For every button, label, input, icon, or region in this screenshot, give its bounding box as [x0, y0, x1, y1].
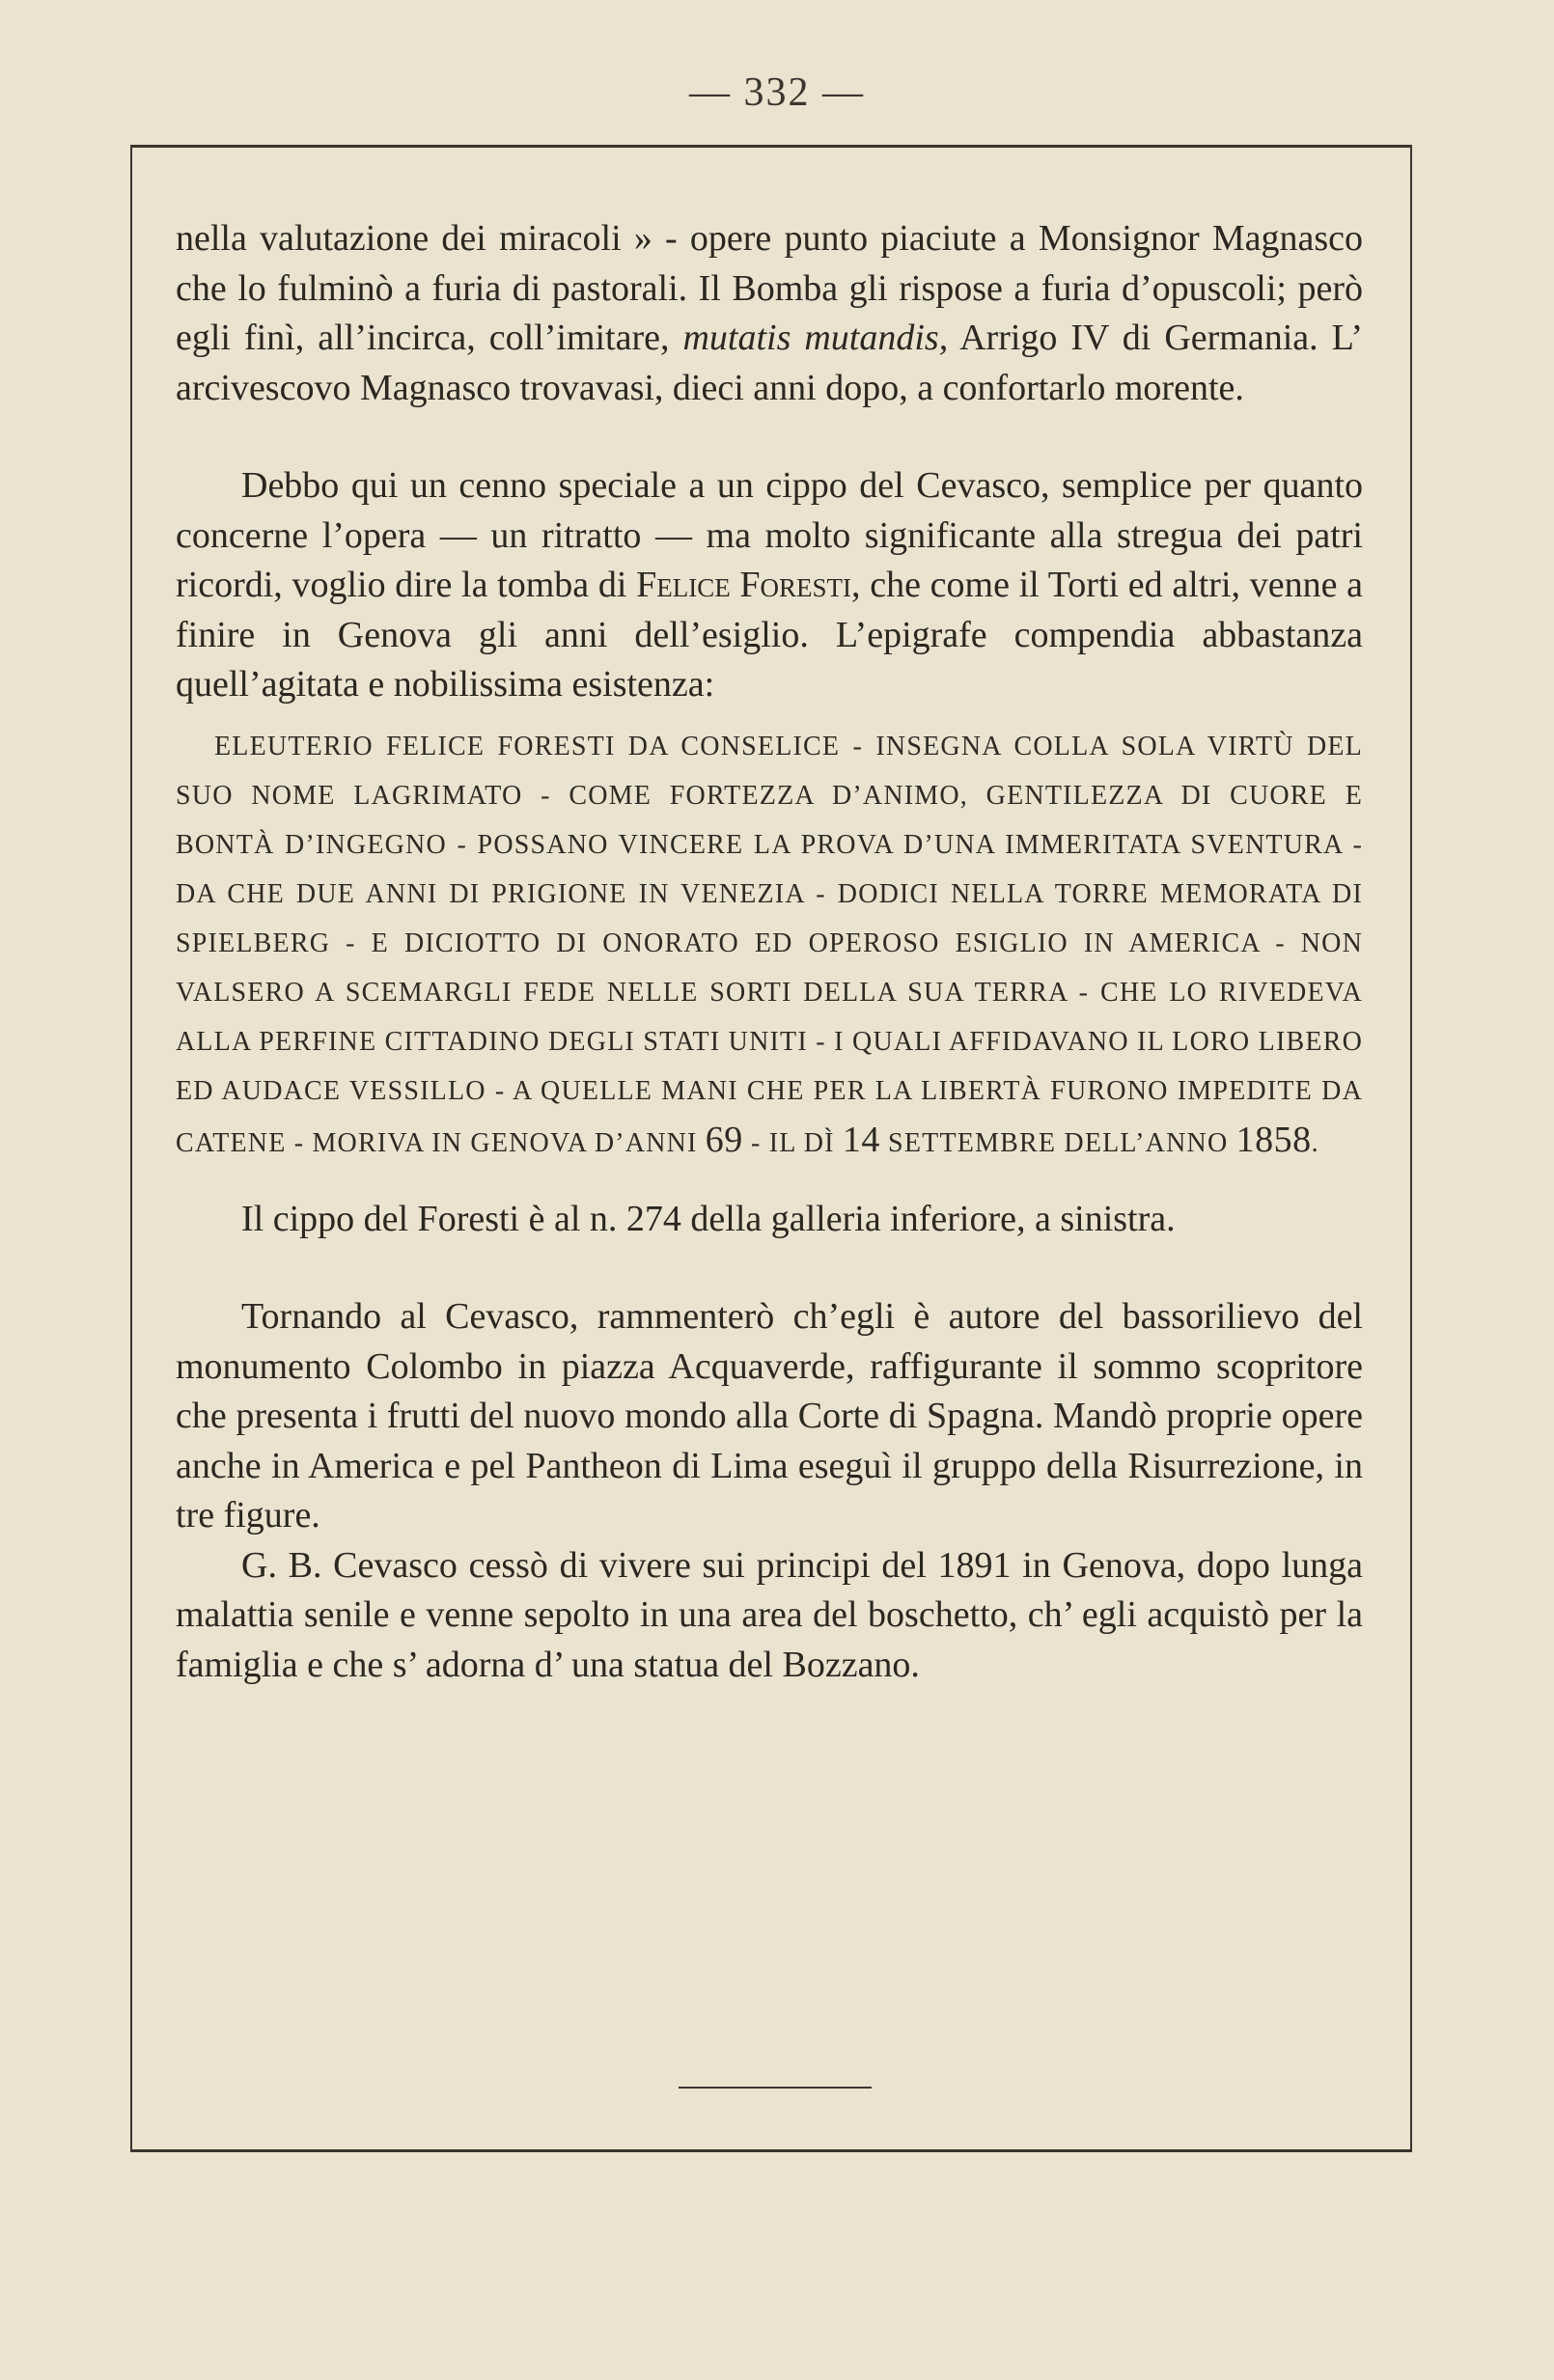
epigraph-text-2: - IL DÌ: [742, 1127, 843, 1158]
epigraph-text-3: SETTEMBRE DELL’ANNO: [879, 1127, 1236, 1158]
paragraph-cippo-location: Il cippo del Foresti è al n. 274 della galleria inferiore, a sinistra.: [241, 1198, 1176, 1239]
paragraph-cevasco-death: G. B. Cevasco cessò di vivere sui principi del 1891 in Genova, dopo lunga malattia senile e venne sepolto in una area del boschetto, ch’ egli acquistò per la famiglia e che s’ adorna d’ una statua del Bozzano.: [176, 1544, 1363, 1685]
paragraph-opening: [176, 214, 1363, 413]
epigraph-text: ELEUTERIO FELICE FORESTI DA CONSELICE - INSEGNA COLLA SOLA VIRTÙ DEL SUO NOME LAGRIMATO - COME FORTEZZA D’ANIMO, GENTILEZZA DI CUORE E BONTÀ D’INGEGNO - POSSANO VINCERE LA PROVA D’UNA IMMERITATA SVENTURA - DA CHE DUE ANNI DI PRIGIONE IN VENEZIA - DODICI NELLA TORRE MEMORATA DI SPIELBERG - E DICIOTTO DI ONORATO ED OPEROSO ESIGLIO IN AMERICA - NON VALSERO A SCEMARGLI FEDE NELLE SORTI DELLA SUA TERRA - CHE LO RIVEDEVA ALLA PERFINE CITTADINO DEGLI STATI UNITI - I QUALI AFFIDAVANO IL LORO LIBERO ED AUDACE VESSILLO - A QUELLE MANI CHE PER LA LIBERTÀ FURONO IMPEDITE DA CATENE - MORIVA IN GENOVA D’ANNI: [176, 731, 1363, 1158]
epigraph-age: 69: [705, 1119, 743, 1160]
paragraph-foresti-text: Debbo qui un cenno speciale a un cippo del Cevasco, semplice per quanto concerne l’opera — un ritratto — ma molto significante alla stregua dei patri ricordi, voglio dire la tomba di: [176, 465, 1363, 605]
epigraph-year: 1858: [1235, 1119, 1312, 1160]
latin-phrase: mutatis mutandis,: [682, 318, 949, 358]
epigraph: [176, 722, 1363, 1168]
paragraph-colombo-monument: Tornando al Cevasco, rammenterò ch’egli è autore del bassorilievo del monumento Colombo in piazza Acquaverde, raffigurante il sommo scopritore che presenta i frutti del nuovo mondo alla Corte di Spagna. Mandò proprie opere anche in America e pel Pantheon di Lima eseguì il gruppo della Risurrezione, in tre figure.: [176, 1296, 1363, 1536]
paragraph-opening-text: nella valutazione dei miracoli » - opere punto piaciute a Monsignor Magnasco che lo fulminò a furia di pastorali. Il Bomba gli rispose a furia d’opuscoli; però egli finì, all’incirca, coll’imitare,: [176, 218, 1363, 358]
end-rule: [679, 2087, 872, 2089]
paragraph-foresti-end: , che come il Torti ed altri, venne a finire in Genova gli anni dell’esiglio. L’epigrafe compendia abbastanza quell’agitata e nobilissima esistenza:: [176, 565, 1363, 705]
page-number: — 332 —: [689, 70, 865, 115]
paragraph-foresti-intro: [176, 461, 1363, 710]
paragraph-opening-end: Arrigo IV di Germania. L’ arcivescovo Magnasco trovavasi, dieci anni dopo, a confortarlo morente.: [176, 318, 1364, 408]
epigraph-text-4: .: [1311, 1127, 1319, 1158]
epigraph-day: 14: [842, 1119, 880, 1160]
page-body: [176, 214, 1363, 1690]
person-name-small-caps: Felice Foresti: [636, 565, 852, 605]
